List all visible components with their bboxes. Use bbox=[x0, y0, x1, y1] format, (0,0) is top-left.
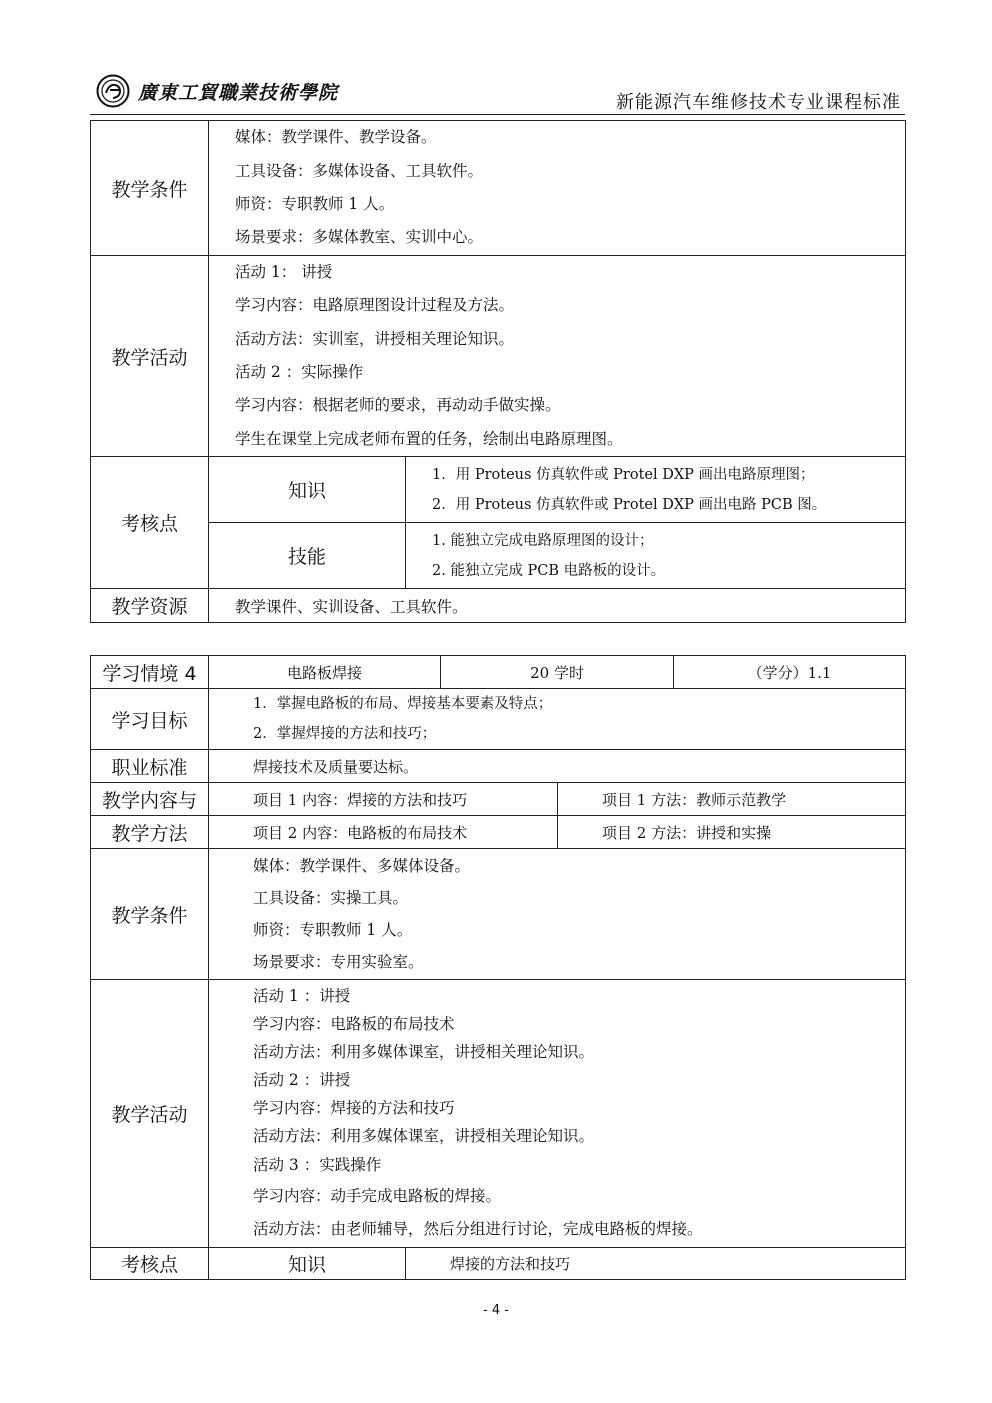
list-item: 师资：专职教师 1 人。 bbox=[235, 195, 395, 213]
assessment-label: 考核点 bbox=[91, 457, 209, 589]
table-row bbox=[91, 689, 906, 750]
situation-name: 电路板焊接 bbox=[209, 656, 441, 689]
list-item: 2. 能独立完成 PCB 电路板的设计。 bbox=[432, 562, 666, 579]
situation-credit: （学分）1.1 bbox=[674, 656, 906, 689]
list-item: 学习内容：电路原理图设计过程及方法。 bbox=[235, 296, 515, 315]
list-item: 学生在课堂上完成老师布置的任务，绘制出电路原理图。 bbox=[235, 429, 623, 448]
list-item: 活动方法：实训室，讲授相关理论知识。 bbox=[235, 329, 515, 348]
list-item: 工具设备：实操工具。 bbox=[253, 889, 409, 907]
item1-content: 项目 1 内容：焊接的方法和技巧 bbox=[209, 783, 558, 816]
list-item: 场景要求：多媒体教室、实训中心。 bbox=[235, 228, 484, 247]
table-row bbox=[91, 816, 906, 849]
course-table-continued bbox=[90, 120, 906, 623]
table-row bbox=[91, 849, 906, 980]
item2-content: 项目 2 内容：电路板的布局技术 bbox=[209, 816, 558, 849]
activities-content bbox=[209, 980, 906, 1248]
activities-label: 教学活动 bbox=[91, 256, 209, 457]
list-item: 2．用 Proteus 仿真软件或 Protel DXP 画出电路 PCB 图。 bbox=[432, 496, 827, 513]
table-row bbox=[91, 121, 906, 256]
skill-label: 技能 bbox=[209, 523, 406, 589]
list-item: 学习内容：动手完成电路板的焊接。 bbox=[253, 1187, 502, 1205]
activities-content bbox=[209, 256, 906, 457]
knowledge-label: 知识 bbox=[209, 1248, 406, 1280]
content-method-label-1: 教学内容与 bbox=[91, 783, 209, 816]
goals-content bbox=[209, 689, 906, 750]
list-item: 媒体：教学课件、多媒体设备。 bbox=[253, 857, 471, 875]
assessment-label: 考核点 bbox=[91, 1248, 209, 1280]
skill-content bbox=[406, 523, 906, 589]
school-name: 廣東工貿職業技術學院 bbox=[138, 82, 339, 104]
list-item: 2．掌握焊接的方法和技巧； bbox=[253, 726, 437, 742]
list-item: 活动 3 ：实践操作 bbox=[253, 1156, 382, 1174]
list-item: 活动 1 ：讲授 bbox=[253, 987, 351, 1005]
table-row bbox=[91, 256, 906, 457]
knowledge-content: 焊接的方法和技巧 bbox=[406, 1248, 906, 1280]
item1-method: 项目 1 方法：教师示范教学 bbox=[558, 783, 906, 816]
content-method-label-2: 教学方法 bbox=[91, 816, 209, 849]
list-item: 1. 能独立完成电路原理图的设计； bbox=[432, 532, 654, 549]
list-item: 师资：专职教师 1 人。 bbox=[253, 921, 413, 939]
list-item: 学习内容：根据老师的要求，再动动手做实操。 bbox=[235, 396, 561, 415]
list-item: 学习内容：电路板的布局技术 bbox=[253, 1015, 455, 1033]
list-item: 工具设备：多媒体设备、工具软件。 bbox=[235, 161, 484, 180]
page-number: - 4 - bbox=[483, 1303, 509, 1318]
list-item: 1．用 Proteus 仿真软件或 Protel DXP 画出电路原理图； bbox=[432, 466, 815, 483]
activities-label: 教学活动 bbox=[91, 980, 209, 1248]
table-row bbox=[91, 783, 906, 816]
situation-hours: 20 学时 bbox=[441, 656, 674, 689]
table-row bbox=[91, 980, 906, 1248]
list-item: 1．掌握电路板的布局、焊接基本要素及特点； bbox=[253, 696, 553, 712]
table-row bbox=[91, 523, 906, 589]
conditions-content bbox=[209, 121, 906, 256]
knowledge-label: 知识 bbox=[209, 457, 406, 523]
goals-label: 学习目标 bbox=[91, 689, 209, 750]
list-item: 场景要求：专用实验室。 bbox=[253, 953, 424, 971]
table-row bbox=[91, 589, 906, 623]
page-header bbox=[90, 68, 905, 115]
resources-label: 教学资源 bbox=[91, 589, 209, 623]
situation-4-table bbox=[90, 655, 906, 1280]
table-row bbox=[91, 656, 906, 689]
document-title: 新能源汽车维修技术专业课程标准 bbox=[616, 92, 901, 113]
table-row bbox=[91, 750, 906, 783]
standard-content: 焊接技术及质量要达标。 bbox=[209, 750, 906, 783]
list-item: 学习内容：焊接的方法和技巧 bbox=[253, 1099, 455, 1117]
table-row bbox=[91, 457, 906, 523]
list-item: 活动方法：由老师辅导，然后分组进行讨论，完成电路板的焊接。 bbox=[253, 1220, 703, 1238]
list-item: 活动方法：利用多媒体课室，讲授相关理论知识。 bbox=[253, 1127, 595, 1145]
situation-label: 学习情境 4 bbox=[91, 656, 209, 689]
school-logo-icon bbox=[96, 74, 130, 108]
list-item: 活动 1： 讲授 bbox=[235, 263, 333, 282]
item2-method: 项目 2 方法：讲授和实操 bbox=[558, 816, 906, 849]
list-item: 活动 2 ：讲授 bbox=[253, 1071, 351, 1089]
list-item: 活动方法：利用多媒体课室，讲授相关理论知识。 bbox=[253, 1043, 595, 1061]
list-item: 活动 2 ：实际操作 bbox=[235, 363, 364, 381]
list-item: 媒体：教学课件、教学设备。 bbox=[235, 128, 437, 147]
conditions-content bbox=[209, 849, 906, 980]
standard-label: 职业标准 bbox=[91, 750, 209, 783]
table-row bbox=[91, 1248, 906, 1280]
conditions-label: 教学条件 bbox=[91, 121, 209, 256]
resources-content: 教学课件、实训设备、工具软件。 bbox=[209, 589, 906, 623]
conditions-label: 教学条件 bbox=[91, 849, 209, 980]
knowledge-content bbox=[406, 457, 906, 523]
